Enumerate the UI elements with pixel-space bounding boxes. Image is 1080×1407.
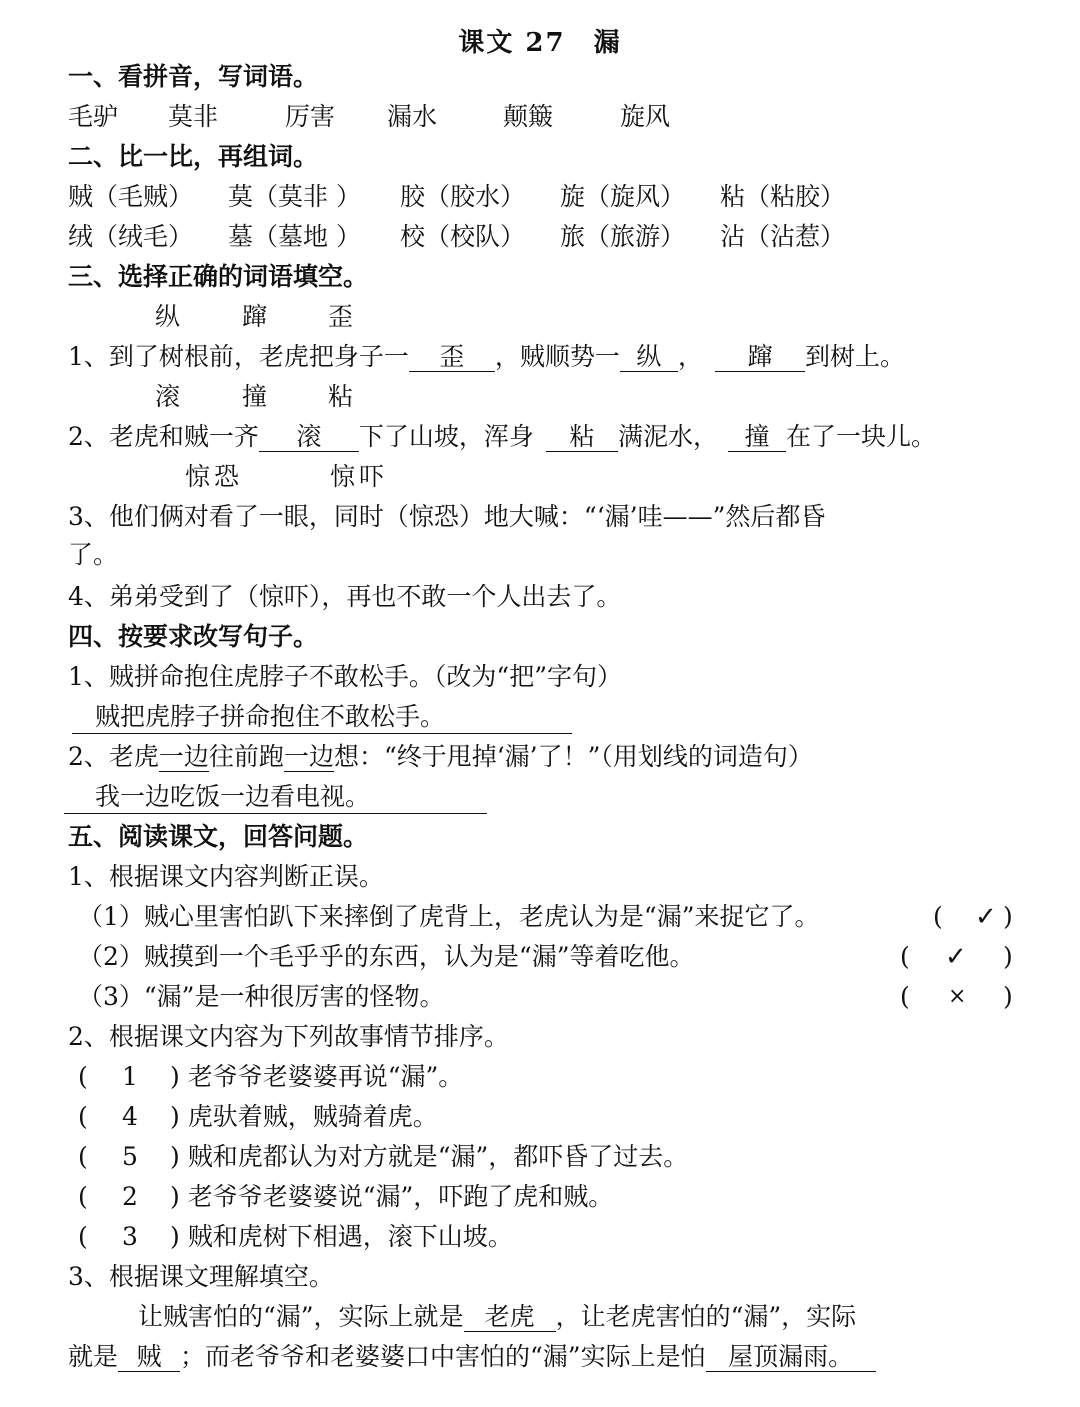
question-5-3: 3、根据课文理解填空。 — [68, 1262, 334, 1291]
order-paren-open: ( — [78, 1102, 88, 1131]
question-4-1: 1、贼拼命抱住虎脖子不敢松手。（改为“把”字句） — [68, 662, 622, 691]
compare-item: 莫（莫非 ） — [228, 182, 361, 211]
order-number[interactable]: 1 — [122, 1062, 138, 1091]
answer-line — [72, 733, 572, 734]
order-paren-open: ( — [78, 1062, 88, 1091]
judge-item: （2）贼摸到一个毛乎乎的东西，认为是“漏”等着吃他。 — [78, 942, 695, 971]
question-3-3: 3、他们俩对看了一眼，同时（惊恐）地大喊：“‘漏’哇——”然后都昏 — [68, 502, 826, 531]
section-4-heading: 四、按要求改写句子。 — [68, 622, 319, 651]
judge-mark[interactable]: ✓ — [945, 942, 967, 972]
judge-paren-open: ( — [933, 902, 943, 931]
answer-blank[interactable]: 粘 — [546, 423, 618, 452]
question-5-2: 2、根据课文内容为下列故事情节排序。 — [68, 1022, 509, 1051]
fill-line-1: 让贼害怕的“漏”，实际上就是 老虎 ，让老虎害怕的“漏”，实际 — [138, 1302, 857, 1331]
judge-item: （3）“漏”是一种很厉害的怪物。 — [78, 982, 445, 1011]
judge-mark[interactable]: ✓ — [975, 902, 997, 932]
answer-blank[interactable]: 撞 — [728, 423, 786, 452]
answer-blank[interactable]: 蹿 — [715, 343, 805, 372]
order-paren-open: ( — [78, 1182, 88, 1211]
question-3-3-cont: 了。 — [68, 540, 119, 569]
answer-blank[interactable]: 贼 — [118, 1343, 180, 1372]
word: 颠簸 — [503, 102, 554, 131]
order-item: ) 老爷爷老婆婆说“漏”，吓跑了虎和贼。 — [170, 1182, 614, 1211]
order-number[interactable]: 5 — [122, 1142, 138, 1171]
question-3-4: 4、弟弟受到了（惊吓），再也不敢一个人出去了。 — [68, 582, 622, 611]
compare-item: 绒（绒毛） — [68, 222, 194, 251]
question-5-1: 1、根据课文内容判断正误。 — [68, 862, 384, 891]
order-number[interactable]: 2 — [122, 1182, 138, 1211]
option-word: 惊吓 — [330, 462, 389, 491]
word: 漏水 — [387, 102, 438, 131]
section-1-heading: 一、看拼音，写词语。 — [68, 62, 319, 91]
compare-item: 校（校队） — [400, 222, 526, 251]
option-word: 纵 — [155, 302, 185, 331]
judge-paren-close: ) — [1003, 942, 1013, 971]
answer-blank[interactable]: 歪 — [409, 343, 495, 372]
option-word: 歪 — [328, 302, 358, 331]
order-item: ) 贼和虎树下相遇，滚下山坡。 — [170, 1222, 513, 1251]
word: 厉害 — [285, 102, 336, 131]
compare-item: 贼（毛贼） — [68, 182, 194, 211]
question-3-2: 2、老虎和贼一齐 滚 下了山坡，浑身 粘 满泥水， 撞 在了一块儿。 — [68, 422, 936, 451]
option-word: 粘 — [328, 382, 358, 411]
order-item: ) 虎驮着贼，贼骑着虎。 — [170, 1102, 438, 1131]
answer-blank[interactable]: 纵 — [620, 343, 678, 372]
word: 旋风 — [620, 102, 671, 131]
order-item: ) 老爷爷老婆婆再说“漏”。 — [170, 1062, 464, 1091]
order-paren-open: ( — [78, 1222, 88, 1251]
page-title: 课文 27 漏 — [458, 28, 622, 58]
word: 莫非 — [168, 102, 219, 131]
question-4-2: 2、老虎一边往前跑一边想：“终于甩掉‘漏’了！”（用划线的词造句） — [68, 742, 813, 771]
compare-item: 旅（旅游） — [560, 222, 686, 251]
judge-paren-open: ( — [900, 982, 910, 1011]
compare-item: 沾（沾惹） — [720, 222, 846, 251]
judge-item: （1）贼心里害怕趴下来摔倒了虎背上，老虎认为是“漏”来捉它了。 — [78, 902, 820, 931]
order-number[interactable]: 3 — [122, 1222, 138, 1251]
underlined-word: 一边 — [158, 742, 209, 771]
compare-item: 墓（墓地 ） — [228, 222, 361, 251]
section-2-heading: 二、比一比，再组词。 — [68, 142, 319, 171]
underlined-word: 一边 — [283, 742, 334, 771]
judge-mark[interactable]: × — [948, 984, 967, 1009]
answer-line — [64, 813, 487, 814]
judge-paren-close: ) — [1003, 902, 1013, 931]
option-word: 惊恐 — [185, 462, 244, 491]
judge-paren-open: ( — [900, 942, 910, 971]
answer-blank[interactable]: 老虎 — [464, 1303, 556, 1332]
compare-item: 粘（粘胶） — [720, 182, 846, 211]
judge-paren-close: ) — [1003, 982, 1013, 1011]
compare-item: 旋（旋风） — [560, 182, 686, 211]
section-3-heading: 三、选择正确的词语填空。 — [68, 262, 369, 291]
order-number[interactable]: 4 — [122, 1102, 138, 1131]
compare-item: 胶（胶水） — [400, 182, 526, 211]
question-3-1: 1、到了树根前，老虎把身子一 歪 ，贼顺势一 纵 ， 蹿 到树上。 — [68, 342, 905, 371]
word: 毛驴 — [68, 102, 119, 131]
answer-4-1[interactable]: 贼把虎脖子拼命抱住不敢松手。 — [95, 702, 446, 731]
option-word: 撞 — [242, 382, 272, 411]
option-word: 滚 — [155, 382, 185, 411]
answer-4-2[interactable]: 我一边吃饭一边看电视。 — [95, 782, 371, 811]
option-word: 蹿 — [242, 302, 272, 331]
answer-blank[interactable]: 屋顶漏雨。 — [706, 1343, 876, 1372]
answer-blank[interactable]: 滚 — [259, 423, 359, 452]
order-item: ) 贼和虎都认为对方就是“漏”，都吓昏了过去。 — [170, 1142, 689, 1171]
section-5-heading: 五、阅读课文，回答问题。 — [68, 822, 369, 851]
fill-line-2: 就是 贼 ；而老爷爷和老婆婆口中害怕的“漏”实际上是怕 屋顶漏雨。 — [68, 1342, 876, 1372]
order-paren-open: ( — [78, 1142, 88, 1171]
